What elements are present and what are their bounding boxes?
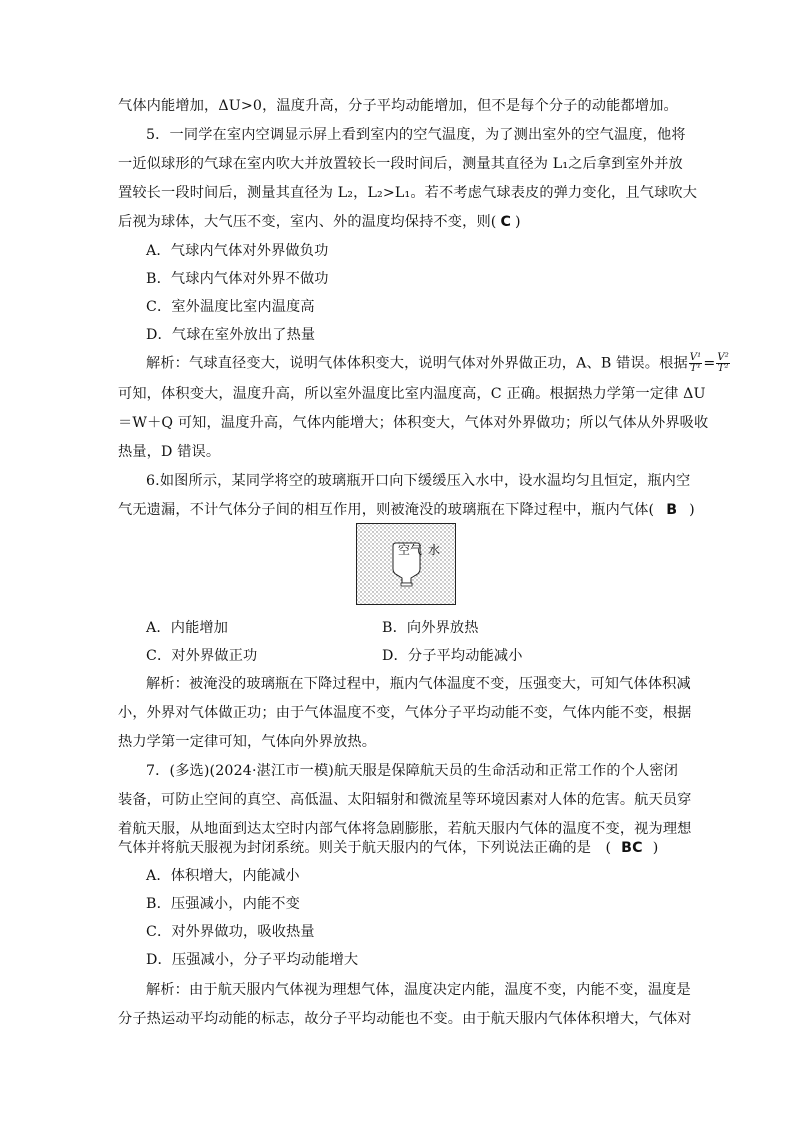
option-row: [146, 646, 678, 666]
bottle-diagram: [356, 523, 456, 605]
fraction: [716, 353, 730, 374]
option-b: B．气球内气体对外界不做功: [146, 271, 329, 287]
answer-letters: BC: [621, 840, 643, 856]
option-c: C．对外界做功，吸收热量: [146, 924, 315, 940]
answer-letter: B: [666, 502, 678, 518]
equals-sign: =: [703, 355, 716, 372]
option-d: D．分子平均动能减小: [382, 648, 523, 664]
question-7-line: 装备，可防止空间的真空、高低温、太阳辐射和微流星等环境因素对人体的危害。航天员穿: [118, 792, 692, 808]
question-5-line: 5．一同学在室内空调显示屏上看到室内的空气温度，为了测出室外的空气温度，他将: [146, 127, 686, 143]
bracket-close: ): [652, 840, 659, 856]
solution-6-line: 解析：被淹没的玻璃瓶在下降过程中，瓶内气体温度不变，压强变大，可知气体体积减: [146, 676, 691, 692]
option-b: B．压强减小，内能不变: [146, 896, 300, 912]
option-row: [146, 618, 678, 638]
solution-text: 解析：气球直径变大，说明气体体积变大，说明气体对外界做正功，A、B 错误。根据: [146, 355, 688, 372]
solution-6-line: 热力学第一定律可知，气体向外界放热。: [118, 734, 377, 750]
stem-text: 后视为球体，大气压不变，室内、外的温度均保持不变，则(: [118, 214, 497, 230]
water-label: 水: [428, 543, 441, 557]
bracket-close: ): [689, 502, 695, 518]
solution-5-line: [146, 352, 729, 374]
solution-5-line: ＝W＋Q 可知，温度升高，气体内能增大；体积变大，气体对外界做功；所以气体从外界吸收: [118, 415, 709, 431]
solution-7-line: 分子热运动平均动能的标志，故分子平均动能也不变。由于航天服内气体体积增大，气体对: [118, 1011, 692, 1027]
solution-5-line: 可知，体积变大，温度升高，所以室外温度比室内温度高，C 正确。根据热力学第一定律 ΔU: [118, 386, 706, 402]
question-7-line: 着航天服，从地面到达太空时内部气体将急剧膨胀，若航天服内气体的温度不变，视为理想: [118, 821, 692, 837]
stem-text: 气无遗漏，不计气体分子间的相互作用，则被淹没的玻璃瓶在下降过程中，瓶内气体(: [118, 502, 655, 518]
option-d: D．气球在室外放出了热量: [146, 327, 316, 343]
question-7-line: 7．(多选)(2024·湛江市一模)航天服是保障航天员的生命活动和正常工作的个人密闭: [146, 763, 679, 779]
fraction-numerator: V²: [717, 352, 729, 363]
question-5-stem-end: [118, 212, 678, 232]
option-c: C．室外温度比室内温度高: [146, 299, 315, 315]
option-a: A．气球内气体对外界做负功: [146, 243, 329, 259]
fraction-denominator: T²: [717, 363, 729, 374]
option-c: C．对外界做正功: [146, 648, 258, 664]
fraction: [689, 353, 703, 374]
option-a: A．体积增大，内能减小: [146, 868, 300, 884]
solution-5-line: 热量，D 错误。: [118, 444, 221, 460]
bottle-in-water-figure: [356, 523, 456, 605]
bracket-close: ): [515, 214, 521, 230]
fraction-denominator: T¹: [690, 363, 702, 374]
answer-letter: C: [500, 214, 512, 230]
air-label: 空气: [398, 543, 423, 557]
question-6-line: 6.如图所示，某同学将空的玻璃瓶开口向下缓缓压入水中，设水温均匀且恒定，瓶内空: [146, 473, 691, 489]
solution-6-line: 小，外界对气体做正功；由于气体温度不变，气体分子平均动能不变，气体内能不变，根据: [118, 705, 692, 721]
stem-text: 气体并将航天服视为封闭系统。则关于航天服内的气体，下列说法正确的是 (: [118, 840, 612, 856]
option-d: D．压强减小，分子平均动能增大: [146, 952, 359, 968]
question-6-stem-end: [118, 500, 695, 520]
question-5-line: 一近似球形的气球在室内吹大并放置较长一段时间后，测量其直径为 L₁之后拿到室外并放: [118, 156, 683, 172]
question-5-line: 置较长一段时间后，测量其直径为 L₂，L₂>L₁。若不考虑气球表皮的弹力变化，且气球吹大: [118, 185, 698, 201]
solution-7-line: 解析：由于航天服内气体视为理想气体，温度决定内能，温度不变，内能不变，温度是: [146, 982, 691, 998]
text-line: 气体内能增加，ΔU>0，温度升高，分子平均动能增加，但不是每个分子的动能都增加。: [118, 98, 678, 114]
option-b: B．向外界放热: [382, 620, 479, 636]
fraction-numerator: V¹: [689, 352, 702, 363]
question-7-stem-end: [118, 838, 678, 858]
option-a: A．内能增加: [146, 620, 229, 636]
